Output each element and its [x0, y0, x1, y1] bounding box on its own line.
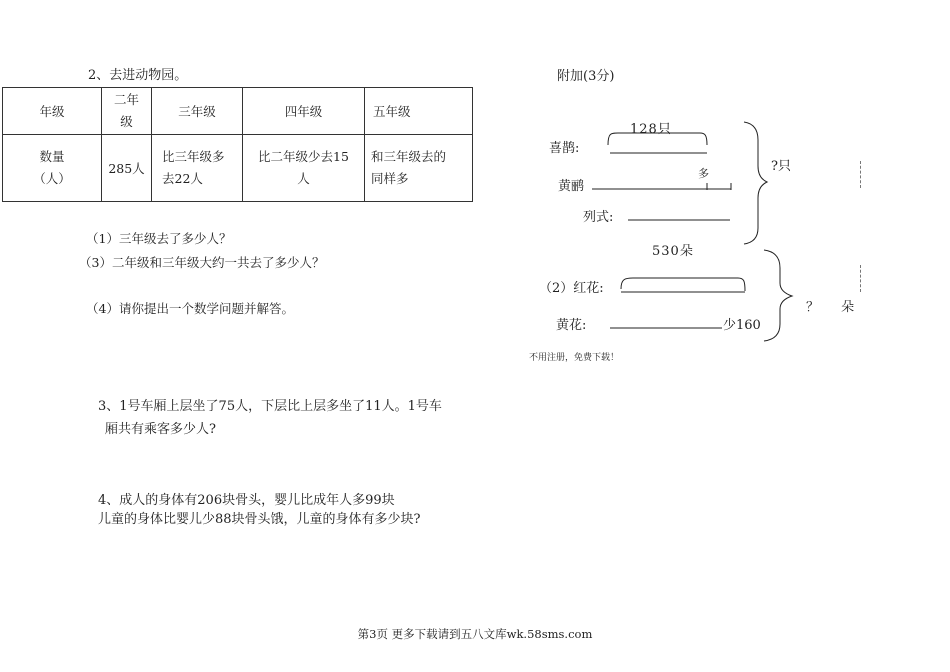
- total-label-2: ？ 朵: [806, 300, 864, 315]
- q3-line-2: 厢共有乘客多少人?: [105, 422, 216, 437]
- header-cell: 三年级: [152, 88, 243, 135]
- magpie-label: 喜鹊:: [549, 141, 580, 156]
- header-cell: 年级: [3, 88, 102, 135]
- free-download-note: 不用注册，免费下载！: [529, 353, 620, 363]
- header-cell: 二年级: [102, 88, 152, 135]
- label-530: 530朵: [652, 244, 694, 259]
- q4-line-2: 儿童的身体比婴儿少88块骨头饿，儿童的身体有多少块?: [98, 512, 421, 527]
- header-cell: 四年级: [243, 88, 365, 135]
- q2-title: 2、去进动物园。: [88, 68, 188, 83]
- table-cell: 数量（人）: [3, 135, 102, 202]
- page-footer: 第3页 更多下载请到五八文库wk.58sms.com: [357, 627, 593, 641]
- table-cell: 比二年级少去15人: [243, 135, 365, 202]
- less-label: 少160: [723, 318, 761, 333]
- sub-question-4: （4）请你提出一个数学问题并解答。: [86, 301, 294, 316]
- bonus-title: 附加(3分): [557, 69, 615, 84]
- margin-dash-2: [860, 265, 861, 292]
- red-flower-label: （2）红花:: [539, 281, 604, 296]
- sub-question-3: （3）二年级和三年级大约一共去了多少人？: [79, 255, 325, 270]
- more-label: 多: [698, 167, 709, 180]
- oriole-label: 黄鹂: [558, 179, 585, 194]
- total-label-1: ?只: [771, 159, 791, 174]
- table-cell: 比三年级多去22人: [152, 135, 243, 202]
- total-brace-2: [764, 250, 792, 341]
- total-brace-1: [744, 122, 767, 244]
- q3-line-1: 3、1号车厢上层坐了75人，下层比上层多坐了11人。1号车: [98, 399, 442, 414]
- table-cell: 285人: [102, 135, 152, 202]
- brace-530: [621, 278, 745, 291]
- label-128: 128只: [630, 122, 672, 137]
- yellow-flower-label: 黄花:: [556, 318, 587, 333]
- equation-label: 列式:: [583, 210, 614, 225]
- sub-question-1: （1）三年级去了多少人？: [86, 231, 232, 246]
- q4-line-1: 4、成人的身体有206块骨头，婴儿比成年人多99块: [98, 493, 395, 508]
- header-cell: 五年级: [365, 88, 473, 135]
- margin-dash-1: [860, 161, 861, 188]
- table-cell: 和三年级去的同样多: [365, 135, 473, 202]
